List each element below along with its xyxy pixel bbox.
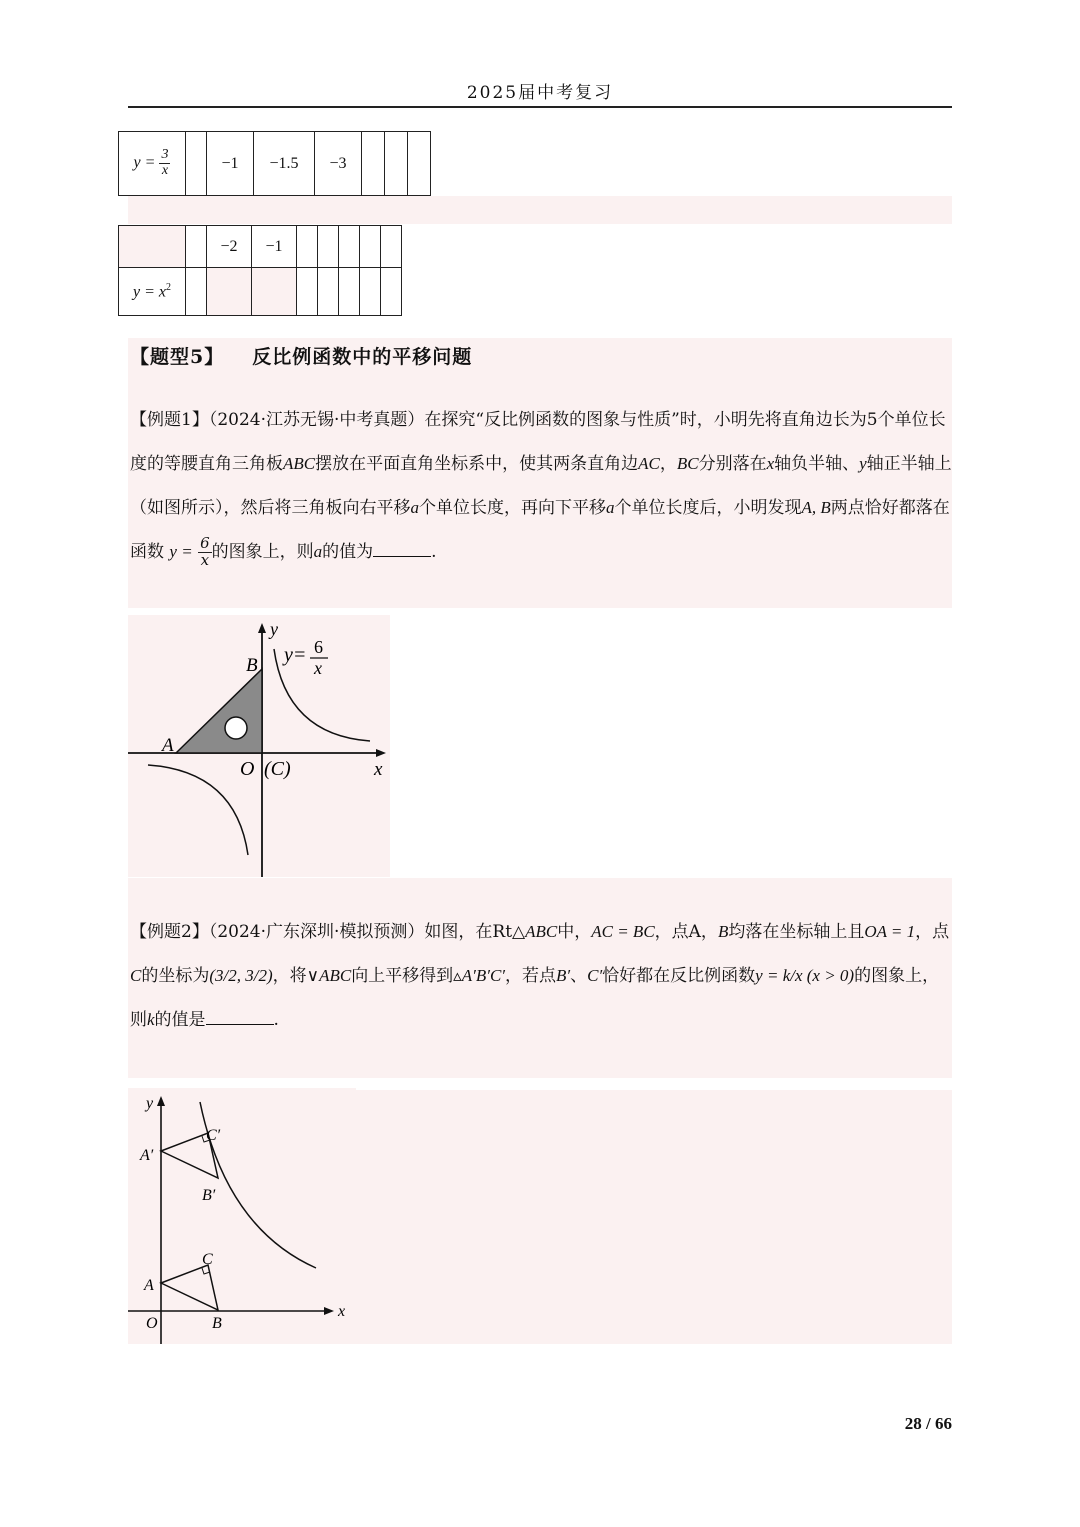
example-2-text: 【例题2】（2024·广东深圳·模拟预测）如图，在Rt△ABC中，AC = BC，点A，B均落在坐标轴上且OA = 1，点C的坐标为(3/2, 3/2)，将∨ABC向上平移得到▵A′B′C′，若点B′、C′恰好都在反比例函数y = k/x (x > 0)的图象上，则k的值是 . [130,922,950,1030]
table-cell [119,226,186,268]
label-c: (C) [264,758,291,780]
section-title: 【题型5】 反比例函数中的平移问题 [130,346,473,368]
function-label: y = [133,154,156,172]
figure-2 [128,1088,356,1344]
triangle-hole [225,717,247,739]
label-o: O [240,758,255,780]
table-cell: −1 [252,226,297,268]
answer-blank [373,555,431,557]
highlight-band [356,1090,952,1344]
table-cell: −1 [207,132,254,196]
fraction: $\frac{3}{x}$ [161,147,169,178]
header-divider [128,106,952,108]
label-o: O [146,1315,158,1332]
table-cell [207,268,252,316]
table-cell [339,268,360,316]
label-y: y [270,619,278,639]
table-cell [362,132,385,196]
table-cell [381,226,402,268]
value-table-2 [118,225,402,316]
table-cell [339,226,360,268]
page-number: 28 / 66 [904,1414,952,1433]
table-cell [186,268,207,316]
table-cell [297,226,318,268]
table-cell [408,132,431,196]
table-cell [360,268,381,316]
example-1-text: 【例题1】（2024·江苏无锡·中考真题）在探究“反比例函数的图象与性质”时，小明先将直角边长为5个单位长度的等腰直角三角板ABC摆放在平面直角坐标系中，使其两条直角边AC，BC分别落在x轴负半轴、y轴正半轴上（如图所示），然后将三角板向右平移a个单位长度，再向下平移a个单位长度后，小明发现A, B两点恰好都落在函数 y = $\frac{6}{x}$ 的图象上，则a的值为 . [130,410,952,569]
table-cell: −2 [207,226,252,268]
table-cell [318,268,339,316]
label-c-prime: C′ [206,1127,221,1144]
table-cell [360,226,381,268]
table-cell: −1.5 [254,132,315,196]
label-a: A [162,735,174,756]
label-x: x [374,759,383,780]
table-cell [318,226,339,268]
table1-label-cell [119,132,186,196]
figure-1 [128,615,390,877]
label-y: y [146,1095,154,1112]
table-cell [186,132,207,196]
label-b-prime: B′ [202,1187,216,1204]
function-label: y= [284,644,307,666]
answer-blank [206,1023,274,1025]
value-table-1 [118,131,431,196]
page-header-title: 2025届中考复习 [466,83,614,103]
label-x: x [338,1303,346,1320]
table-cell [186,226,207,268]
table-cell [385,132,408,196]
label-b: B [212,1315,222,1332]
label-b: B [246,655,258,676]
table-cell [252,268,297,316]
table-cell [297,268,318,316]
label-c: C [202,1251,213,1268]
label-a: A [144,1277,154,1294]
function-numerator: 6 [314,637,323,657]
table-cell: −3 [315,132,362,196]
highlight-band [128,196,952,224]
table2-label-cell: $y = x^2$ [119,268,186,316]
table-cell [381,268,402,316]
label-a-prime: A′ [140,1147,154,1164]
function-denominator: x [314,658,322,678]
